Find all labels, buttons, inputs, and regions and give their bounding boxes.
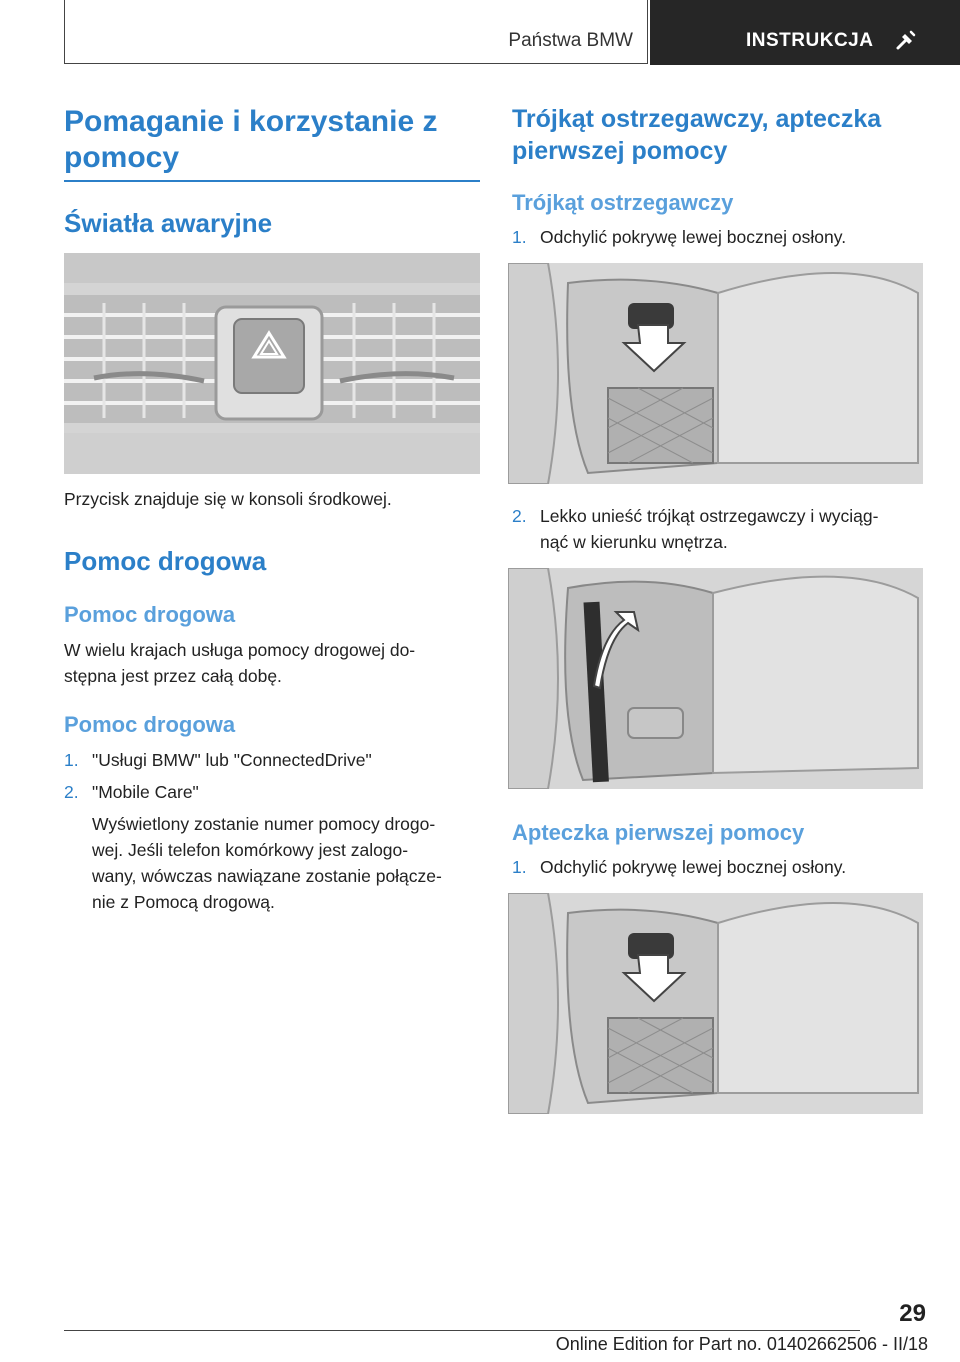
subheading-roadside-2: Pomoc drogowa: [64, 712, 236, 737]
subheading-roadside-1: Pomoc drogowa: [64, 602, 236, 627]
triangle-removal-image: [508, 568, 923, 789]
note-line: Wyświetlony zostanie numer pomocy drogo-: [92, 814, 436, 834]
roadside-text-line-2: stępna jest przez całą dobę.: [64, 666, 282, 686]
step-number: 1.: [64, 750, 79, 770]
main-heading: Pomaganie i korzystanie z pomocy: [64, 105, 438, 174]
header-tabs: [64, 0, 960, 65]
step-number: 1.: [512, 857, 527, 877]
hazard-caption: Przycisk znajduje się w konsoli środkowej.: [64, 489, 392, 509]
footer-edition: Online Edition for Part no. 01402662506 - II/18: [555, 1334, 928, 1354]
step-number: 2.: [64, 782, 79, 802]
step-number: 1.: [512, 227, 527, 247]
tab-left-label: Państwa BMW: [508, 30, 633, 51]
tab-pan-stwa-bmw[interactable]: [64, 0, 648, 64]
heading-triangle-kit-line-1: Trójkąt ostrzegawczy, apteczka: [512, 105, 882, 133]
step-text: "Usługi BMW" lub "ConnectedDrive": [92, 750, 372, 770]
triangle-cover-image: [508, 263, 923, 484]
roadside-text-line-1: W wielu krajach usługa pomocy drogowej do-: [64, 640, 416, 660]
subheading-warning-triangle: Trójkąt ostrzegawczy: [512, 190, 734, 215]
note-line: wany, wówczas nawiązane zostanie połącze-: [92, 866, 442, 886]
step-text: Odchylić pokrywę lewej bocznej osłony.: [540, 227, 847, 247]
hazard-button-image: [64, 253, 480, 474]
heading-rule: [64, 180, 480, 182]
note-line: nie z Pomocą drogową.: [92, 892, 275, 912]
tab-instrukcja[interactable]: [650, 0, 960, 65]
step-text: "Mobile Care": [92, 782, 199, 802]
first-aid-cover-image: [508, 893, 923, 1114]
step-text: Odchylić pokrywę lewej bocznej osłony.: [540, 857, 847, 877]
note-line: wej. Jeśli telefon komórkowy jest zalogo-: [92, 840, 409, 860]
step-text-line-2: nąć w kierunku wnętrza.: [540, 532, 728, 552]
footer-rule: [64, 1330, 860, 1331]
heading-hazard-lights: Światła awaryjne: [64, 208, 273, 238]
subheading-first-aid-kit: Apteczka pierwszej pomocy: [512, 820, 805, 845]
step-number: 2.: [512, 506, 527, 526]
tab-right-label: INSTRUKCJA: [746, 30, 874, 51]
wrench-icon: [892, 28, 918, 54]
page-number: 29: [899, 1300, 926, 1327]
heading-roadside-assistance: Pomoc drogowa: [64, 546, 267, 576]
step-text-line-1: Lekko unieść trójkąt ostrzegawczy i wyciąg-: [540, 506, 879, 526]
heading-triangle-kit-line-2: pierwszej pomocy: [512, 137, 728, 165]
